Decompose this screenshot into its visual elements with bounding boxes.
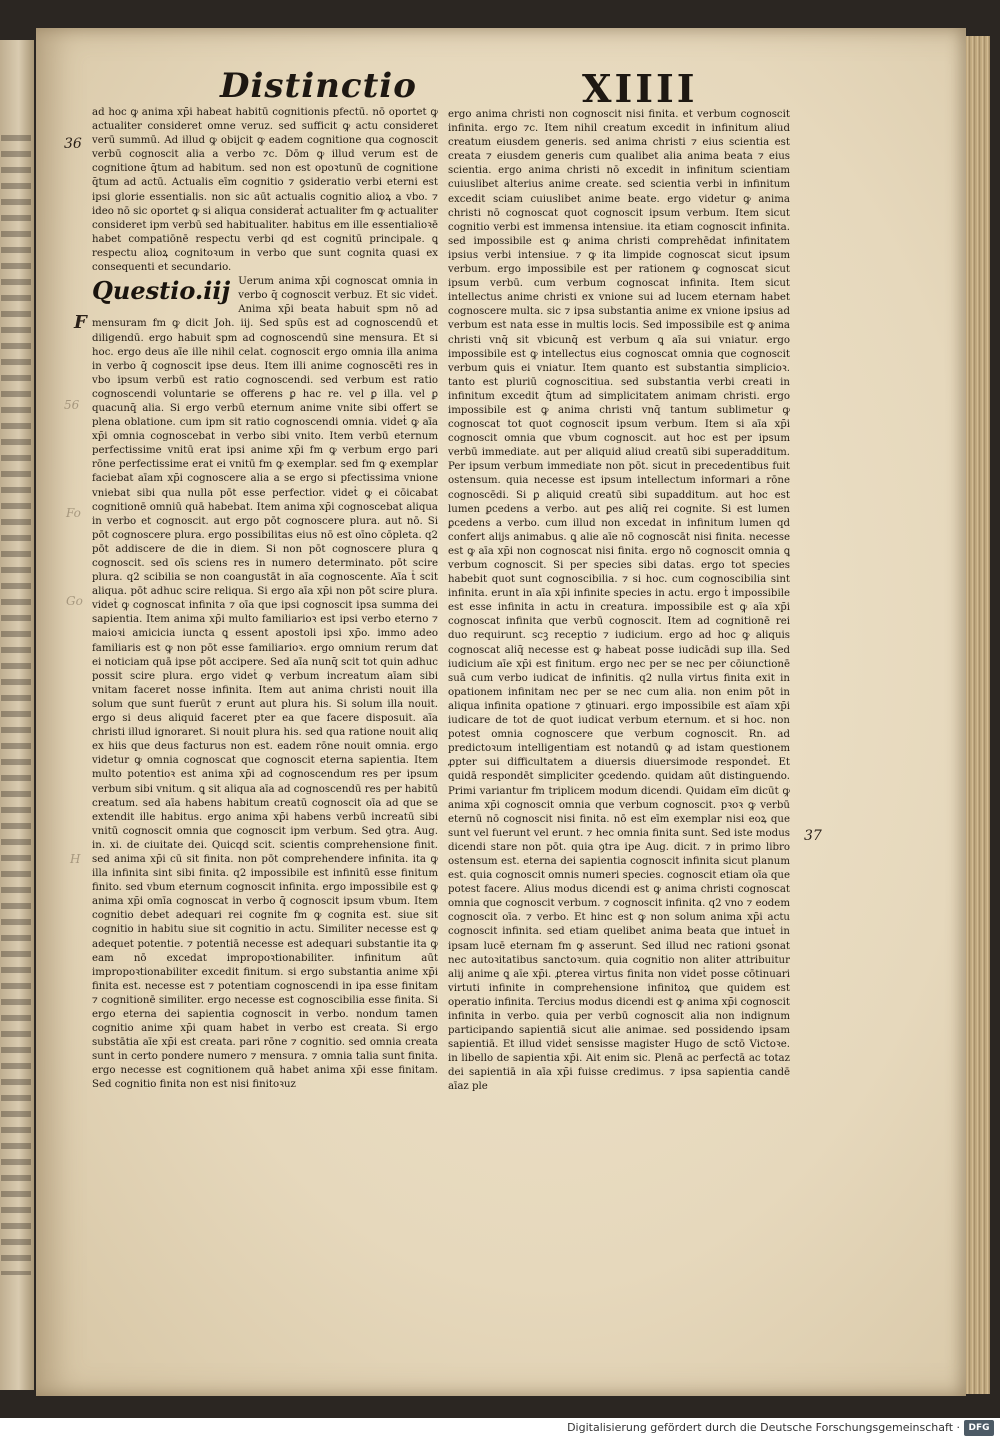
- left-page-text-fragment: [1, 135, 31, 1275]
- text-column-left: [92, 106, 438, 1216]
- margin-note-37: 37: [804, 828, 822, 844]
- question-paragraph: [92, 275, 438, 1092]
- page-stack-edge: [966, 36, 990, 1394]
- margin-note-faint: Go: [66, 594, 83, 608]
- paragraph: ergo anima christi non cognoscit nisi finita. et verbum cognoscit infinita. ergo ⁊c. Item nihil creatum excedit in infinitum aliud creatum eiusdem generis. sed anima christi ⁊ eius scientia est creata ⁊ eiusdem generis cum qualibet alia anima beata ⁊ eius scientia. ergo anima christi nō excedit in infinitum scientiam cuiuslibet alterius anime create. sed scientia verbi in infinitum excedit sciam cuiuslibet anime beate. ergo videtur ꝙ anima christi nō cognoscat quot cognoscit ipsum verbum. Item sicut cognitio verbi est immensa intensiue. ita etiam cognoscit infinita. sed impossibile est ꝙ anima christi comprehēdat infinitatem ipsius verbi intensiue. ⁊ ꝙ ita limpide cognoscat sicut ipsum verbum. ergo impossibile est per rationem ꝙ cognoscat sicut ipsum verbū. cum verbum cognoscat infinita. Item sicut intellectus anime christi ex vnione sui ad lucem eternam habet cognoscere multa. sic ⁊ ipsa substantia anime ex vnione ipsius ad verbum est nata esse in multis locis. Sed impossibile est ꝙ anima christi vnq̄ sit vbicunq̄ est verbum ꝗ aīa sui vniatur. ergo impossibile est ꝙ intellectus eius cognoscat omnia que cognoscit verbum ꝗuis ei vniatur. Item quanto est substantia simplicioꝛ. tanto est pluriū cognoscitiua. sed substantia verbi creati in infinitum excedit q̄tum ad simplicitatem animam christi. ergo impossibile est ꝙ anima christi vnq̄ tantum sublimetur ꝙ cognoscat tot quot cognoscit ipsum verbum. Item si aīa xp̄i cognoscit omnia que vbum cognoscit. aut hoc est per ipsum verbū immediate. aut per aliquid aliud creatū sibi superadditum. Per ipsum verbum immediate non pōt. sicut in precedentibus fuit ostensum. quia necesse est ipsum intellectum informari a rōne cognoscēdi. Si ꝑ aliquid creatū sibi supadditum. aut hoc est lumen ꝑcedens a verbo. aut ꝑes aliq̄ rei cognite. Si est lumen ꝑcedens a verbo. cum illud non excedat in infinitum lumen qd confert alijs animabus. ꝗ alie aīe nō cognoscāt nisi finita. necesse est ꝙ aīa xp̄i non cognoscat nisi finita. ergo nō cognoscit omnia ꝗ verbum cognoscit. Si per species sibi datas. ergo tot species habebit quot sunt cognoscibilia. ⁊ si hoc. cum cognoscibilia sint infinita. erunt in aīa xp̄i infinite species in actu. ergo ṫ impossibile est esse infinita in actu in creatura. impossibile est ꝙ aīa xp̄i cognoscat infinita que verbū cognoscit. Item ad cognitionē rei duo requirunt. scꝫ receptio ⁊ iudicium. ergo ad hoc ꝙ aliquis cognoscat aliq̄ necesse est ꝙ habeat posse iudicādi sup illa. Sed iudicium aīe xp̄i est finitum. ergo nec per se nec per cōiunctionē suā cum verbo iudicat de infinitis. q2 nulla virtus finita exit in opationem infinitam nec per se nec cum alia. non enim pōt in aliqua infinita opatione ⁊ ꝯtinuari. ergo impossibile est aīam xp̄i iudicare de tot de quot iudicat verbum eternum. et si hoc. non potest omnia cognoscere que verbum cognoscit. Rn. ad predictoꝛum intelligentiam est notandū ꝙ ad istam questionem ꝓpter sui difficultatem a diuersis diuersimode respondeṫ. Et quidā respondēt simpliciter ꝯcedendo. quidam aūt distinguendo. Primi variantur fm triplicem modum dicendi. Quidam eīm dicūt ꝙ anima xp̄i cognoscit omnia que verbum cognoscit. pꝛoꝛ ꝙ verbū eternū nō cognoscit nisi finita. nō est eīm exemplar nisi eoꝝ que sunt vel fuerunt vel erunt. ⁊ hec omnia finita sunt. Sed iste modus dicendi stare non pōt. quia ꝯtra ipe Aug. dicit. ⁊ in primo libro ostensum est. eterna dei sapientia cognoscit infinita sicut planum est. quia cognoscit omnis numeri species. cognoscit etiam oīa que potest facere. Alius modus dicendi est ꝙ anima christi cognoscat omnia que cognoscit verbum. ⁊ cognoscit infinita. q2 vno ⁊ eodem cognoscit oīa. ⁊ verbo. Et hinc est ꝙ non solum anima xp̄i actu cognoscit infinita. sed etiam quelibet anima beata que intueṫ in ipsam lucē eternam fm ꝙ asserunt. Sed illud nec rationi ꝯsonat nec autoꝛitatibus sanctoꝛum. quia cognitio non aliter attribuitur alij anime ꝗ aīe xp̄i. ꝓterea virtus finita non videṫ posse cōtinuari virtuti infinite in comprehensione infinitoꝝ que quidem est operatio infinita. Tercius modus dicendi est ꝙ anima xp̄i cognoscit infinita in verbo. quia per verbū cognoscit alia non indignum participando sapientiā sicut alie animae. sed possidendo ipsam sapientiā. Et illud videṫ sensisse magister Hugo de sctō Victoꝛe. in libello de sapientia xp̄i. Ait enim sic. Plenā ac perfectā ac totaz dei sapientiā in aīa xp̄i fuisse credimus. ⁊ ipsa sapientia candē aīaz ple: [448, 109, 790, 1093]
- margin-note-question-letter: F: [74, 312, 87, 333]
- paragraph: ad hoc ꝙ anima xp̄i habeat habitū cognitionis pfectū. nō oportet ꝙ actualiter consideret omne veruz. sed sufficit ꝙ actu consideret verū summū. Ad illud ꝙ obijcit ꝙ eadem cognitione qua cognoscit verbū cognoscit alia a verbo ⁊c. Dōm ꝙ illud verum est de cognitione q̄tum ad habitum. sed non est opoꝛtunū de cognitione q̄tum ad actū. Actualis eīm cognitio ⁊ ꝯsideratio verbi eterni est ipsi glorie essentialis. non sic aūt actualis cognitio alioꝝ a vbo. ⁊ ideo nō sic oportet ꝙ si aliqua consideraṫ actualiter fm ꝙ actualiter consideret ipm verbū sed habitualiter. habitus em ille essentialioꝛē habet compatiōnē respectu verbi qd est cognitū principale. ꝗ respectu alioꝝ cognitoꝛum in verbo que sunt cognita quasi ex consequenti et secundario.: [92, 107, 438, 274]
- paragraph: Uerum anima xp̄i cognoscat omnia in verbo q̄ cognoscit verbuz. Et sic videṫ. Anima xp̄i beata habuit spm nō ad mensuram fm ꝙ dicit Joh. iij. Sed spūs est ad cognoscendū et diligendū. ergo habuit spm ad cognoscendū sine mensura. Et si hoc. ergo deus aīe ille nihil celat. cognoscit ergo omnia illa anima in verbo q̄ cognoscit ipse deus. Item illi anime cognoscēti res in vbo ipsum verbū est ratio cognoscendi. sed verbum est ratio cognoscendi voluntarie se offerens ꝑ hac re. vel ꝑ illa. vel ꝑ quacunq̄ alia. Si ergo verbū eternum anime vnite sibi offert se plena oblatione. cum ipm sit ratio cognoscendi omnia. videṫ ꝙ aīa xp̄i omnia cognoscebat in verbo sibi vnito. Item verbū eternum perfectissime vnitū erat ipsi anime xp̄i fm ꝙ verbum ergo pari rōne perfectissime erat ei vnitū fm ꝙ exemplar. sed fm ꝙ exemplar faciebat aīam xp̄i cognoscere alia a se ergo si pfectissima vnione vniebat sibi qua nulla pōt esse perfectior. videṫ ꝙ ei cōicabat cognitionē omniū quā habebat. Item anima xp̄i cognoscebat aliqua in verbo et cognoscit. aut ergo pōt cognoscere plura. aut nō. Si pōt cognoscere plura. ergo possibilitas eius nō est oīno cōpleta. q2 pōt addiscere de die in diem. Si non pōt cognoscere plura ꝗ cognoscit. sed oīs sciens res in numero determinato. pōt scire plura. q2 scibilia se non coangustāt in aīa cognoscente. Aīa ṫ scit aliqua. pōt adhuc scire reliqua. Si ergo aīa xp̄i non pōt scire plura. videṫ ꝙ cognoscat infinita ⁊ oīa que ipsi cognoscit ipsa summa dei sapientia. Item anima xp̄i multo familiarioꝛ est ipsi verbo eterno ⁊ maioꝛi amicicia iuncta ꝗ essent apostoli ipsi xp̄o. immo adeo familiaris est ꝙ non pōt esse familiarioꝛ. ergo omnium rerum dat ei noticiam quā ipse pōt accipere. Sed aīa nunq̄ scit tot quin adhuc possit scire plura. ergo videṫ ꝙ verbum increatum aīam sibi vnitam faceret nosse infinita. Item aut anima christi nouit illa solum que sunt fuerūt ⁊ erunt aut plura his. Si solum illa nouit. ergo si deus aliquid faceret pter ea que facere disposuit. aīa christi illud ignoraret. Si nouit plura his. sed qua ratione nouit aliq ex hiis que deus facturus non est. eadem rōne nouit omnia. ergo videtur ꝙ omnia cognoscat que cognoscit eterna sapientia. Item multo potentioꝛ est anima xp̄i ad cognoscendum res per ipsum verbum sibi vnitum. ꝗ sit aliqua aīa ad cognoscendū res per habitū creatum. sed aīa habens habitum creatū cognoscit oīa ad que se extendit ille habitus. ergo anima xp̄i habens verbū increatū sibi vnitū cognoscit omnia que cognoscit ipm verbum. Sed ꝯtra. Aug. in. xi. de ciuitate dei. Quicqd scit. scientis comprehensione finit. sed anima xp̄i cū sit finita. non pōt comprehendere infinita. ita ꝙ illa infinita sint sibi finita. q2 impossibile est infinitū esse finitum finito. sed vbum eternum cognoscit infinita. ergo impossibile est ꝙ anima xp̄i omīa cognoscat in verbo q̄ cognoscit ipsum vbum. Item cognitio debet adequari rei cognite fm ꝙ cognita est. siue sit cognitio in habitu siue sit cognitio in actu. Similiter necesse est ꝙ adequet potentie. ⁊ potentiā necesse est adequari substantie ita ꝙ eam nō excedat impropoꝛtionabiliter. infinitum aūt impropoꝛtionabiliter excedit finitum. si ergo substantia anime xp̄i finita est. necesse est ⁊ potentiam cognoscendi in ipa esse finitam ⁊ cognitionē similiter. ergo necesse est cognoscibilia esse finita. Si ergo eterna dei sapientia cognoscit in verbo. nondum tamen cognitio anime xp̄i quam habet in verbo est creata. Si ergo substātia aīe xp̄i est creata. pari rōne ⁊ cognitio. sed omnia creata sunt in certo pondere numero ⁊ mensura. ⁊ omnia talia sunt finita. ergo necesse est cognitionem quā habet anima xp̄i esse finitam. Sed cognitio finita non est nisi finitoꝛuz: [92, 276, 438, 1091]
- margin-note-faint: Fo: [66, 506, 81, 520]
- margin-note-36: 36: [64, 136, 82, 152]
- dfg-logo: DFG: [964, 1420, 994, 1436]
- margin-note-faint: 56: [64, 398, 80, 412]
- margin-note-faint: H: [70, 852, 81, 866]
- running-header-right: XIIII: [582, 66, 698, 111]
- question-heading: Questio.iij: [92, 276, 231, 306]
- footer-credit: Digitalisierung gefördert durch die Deutsche Forschungsgemeinschaft ·: [567, 1421, 960, 1434]
- running-header-left: Distinctio: [220, 66, 417, 106]
- left-page-edge: [0, 40, 34, 1390]
- text-column-right: [448, 108, 790, 1218]
